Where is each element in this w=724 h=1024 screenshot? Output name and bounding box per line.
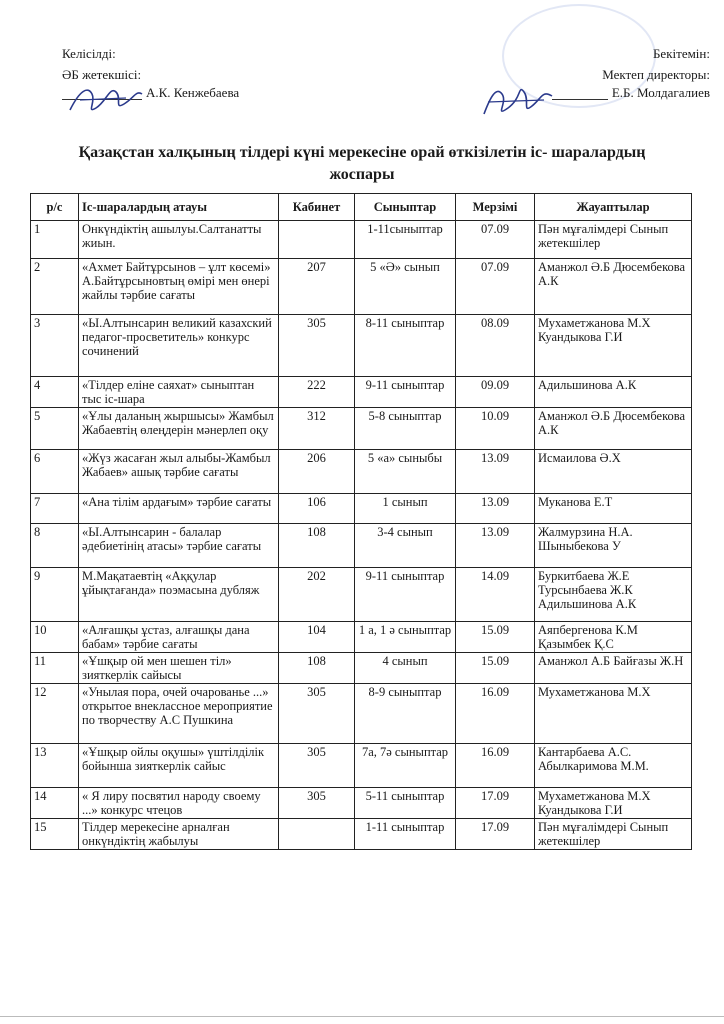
classes-cell: 1 а, 1 ә сыныптар	[355, 622, 456, 653]
table-row	[31, 788, 692, 819]
event-name-cell: Онкүндіктің ашылуы.Салтанатты жиын.	[79, 221, 279, 259]
row-number-cell: 13	[31, 744, 79, 788]
classes-cell: 5 «Ә» сынып	[355, 259, 456, 315]
date-cell: 07.09	[456, 221, 535, 259]
responsible-cell: Аяпбергенова К.М Қазымбек Қ.С	[535, 622, 692, 653]
responsible-cell: Аманжол Ә.Б Дюсембекова А.К	[535, 408, 692, 450]
date-cell: 13.09	[456, 494, 535, 524]
row-number-cell: 11	[31, 653, 79, 684]
room-cell	[279, 221, 355, 259]
row-number-cell: 1	[31, 221, 79, 259]
page-bottom-rule	[0, 1016, 724, 1017]
date-cell: 17.09	[456, 788, 535, 819]
table-row	[31, 221, 692, 259]
classes-cell: 1-11сыныптар	[355, 221, 456, 259]
table-row	[31, 653, 692, 684]
table-row	[31, 408, 692, 450]
signature-right-icon	[478, 78, 558, 122]
responsible-cell: Мухаметжанова М.Х	[535, 684, 692, 744]
responsible-cell: Пән мұғалімдері Сынып жетекшілер	[535, 221, 692, 259]
table-row	[31, 450, 692, 494]
responsible-cell: Буркитбаева Ж.Е Турсынбаева Ж.К Адильшинова А.К	[535, 568, 692, 622]
header-room: Кабинет	[279, 194, 355, 221]
room-cell: 305	[279, 315, 355, 377]
responsible-cell: Аманжол А.Б Байғазы Ж.Н	[535, 653, 692, 684]
room-cell: 305	[279, 744, 355, 788]
room-cell: 222	[279, 377, 355, 408]
table-header-row	[31, 194, 692, 221]
table-row	[31, 259, 692, 315]
events-plan-table	[30, 193, 692, 850]
event-name-cell: «Ұшқыр ой мен шешен тіл» зияткерлік сайысы	[79, 653, 279, 684]
row-number-cell: 2	[31, 259, 79, 315]
classes-cell: 5 «а» сыныбы	[355, 450, 456, 494]
table-body	[31, 221, 692, 850]
row-number-cell: 15	[31, 819, 79, 850]
date-cell: 07.09	[456, 259, 535, 315]
date-cell: 13.09	[456, 524, 535, 568]
event-name-cell: « Я лиру посвятил народу своему ...» конкурс чтецов	[79, 788, 279, 819]
signature-left-icon	[66, 80, 146, 120]
responsible-cell: Исмаилова Ә.Х	[535, 450, 692, 494]
classes-cell: 4 сынып	[355, 653, 456, 684]
date-cell: 08.09	[456, 315, 535, 377]
date-cell: 15.09	[456, 653, 535, 684]
row-number-cell: 5	[31, 408, 79, 450]
room-cell: 108	[279, 524, 355, 568]
event-name-cell: «Ана тілім ардағым» тәрбие сағаты	[79, 494, 279, 524]
room-cell: 104	[279, 622, 355, 653]
header-event-name: Іс-шаралардың атауы	[79, 194, 279, 221]
row-number-cell: 3	[31, 315, 79, 377]
classes-cell: 8-9 сыныптар	[355, 684, 456, 744]
table-row	[31, 377, 692, 408]
header-number: р/с	[31, 194, 79, 221]
date-cell: 14.09	[456, 568, 535, 622]
signature-underline	[552, 86, 608, 100]
room-cell: 108	[279, 653, 355, 684]
classes-cell: 7а, 7ә сыныптар	[355, 744, 456, 788]
header-date: Мерзімі	[456, 194, 535, 221]
event-name-cell: М.Мақатаевтің «Аққулар ұйықтағанда» поэмасына дубляж	[79, 568, 279, 622]
agreed-label: Келісілді:	[62, 46, 116, 61]
event-name-cell: «Тілдер еліне саяхат» сыныптан тыс іс-шара	[79, 377, 279, 408]
classes-cell: 8-11 сыныптар	[355, 315, 456, 377]
table-row	[31, 622, 692, 653]
responsible-cell: Мухаметжанова М.Х Куандыкова Г.И	[535, 315, 692, 377]
responsible-cell: Аманжол Ә.Б Дюсембекова А.К	[535, 259, 692, 315]
event-name-cell: «Ы.Алтынсарин - балалар әдебиетінің атасы» тәрбие сағаты	[79, 524, 279, 568]
director-name: Е.Б. Молдагалиев	[611, 85, 710, 100]
responsible-cell: Жалмурзина Н.А. Шыныбекова У	[535, 524, 692, 568]
responsible-cell: Муканова Е.Т	[535, 494, 692, 524]
row-number-cell: 4	[31, 377, 79, 408]
classes-cell: 9-11 сыныптар	[355, 377, 456, 408]
date-cell: 16.09	[456, 684, 535, 744]
room-cell: 207	[279, 259, 355, 315]
row-number-cell: 9	[31, 568, 79, 622]
event-name-cell: «Ахмет Байтұрсынов – ұлт көсемі» А.Байтұрсыновтың өмірі мен өнері жайлы тәрбие сағаты	[79, 259, 279, 315]
date-cell: 17.09	[456, 819, 535, 850]
row-number-cell: 10	[31, 622, 79, 653]
room-cell: 202	[279, 568, 355, 622]
table-row	[31, 819, 692, 850]
classes-cell: 9-11 сыныптар	[355, 568, 456, 622]
supervisor-label: ӘБ жетекшісі:	[62, 67, 142, 82]
row-number-cell: 8	[31, 524, 79, 568]
responsible-cell: Адильшинова А.К	[535, 377, 692, 408]
classes-cell: 5-8 сыныптар	[355, 408, 456, 450]
event-name-cell: Тілдер мерекесіне арналған онкүндіктің жабылуы	[79, 819, 279, 850]
approve-label: Бекітемін:	[652, 46, 710, 61]
room-cell: 305	[279, 684, 355, 744]
table-row	[31, 744, 692, 788]
row-number-cell: 14	[31, 788, 79, 819]
event-name-cell: «Ы.Алтынсарин великий казахский педагог-просветитель» конкурс сочинений	[79, 315, 279, 377]
date-cell: 16.09	[456, 744, 535, 788]
event-name-cell: «Ұлы даланың жыршысы» Жамбыл Жабаевтің өлеңдерін мәнерлеп оқу	[79, 408, 279, 450]
classes-cell: 1 сынып	[355, 494, 456, 524]
room-cell: 305	[279, 788, 355, 819]
header-responsible: Жауаптылар	[535, 194, 692, 221]
table-row	[31, 494, 692, 524]
table-row	[31, 684, 692, 744]
room-cell	[279, 819, 355, 850]
room-cell: 206	[279, 450, 355, 494]
event-name-cell: «Унылая пора, очей очарованье ...» открытое внеклассное мероприятие по творчеству А.С Пушкина	[79, 684, 279, 744]
date-cell: 10.09	[456, 408, 535, 450]
header-classes: Сыныптар	[355, 194, 456, 221]
responsible-cell: Пән мұғалімдері Сынып жетекшілер	[535, 819, 692, 850]
table-row	[31, 524, 692, 568]
row-number-cell: 12	[31, 684, 79, 744]
table-row	[31, 568, 692, 622]
table-row	[31, 315, 692, 377]
responsible-cell: Мухаметжанова М.Х Куандыкова Г.И	[535, 788, 692, 819]
room-cell: 312	[279, 408, 355, 450]
classes-cell: 1-11 сыныптар	[355, 819, 456, 850]
event-name-cell: «Жүз жасаған жыл алыбы-Жамбыл Жабаев» ашық тәрбие сағаты	[79, 450, 279, 494]
room-cell: 106	[279, 494, 355, 524]
row-number-cell: 7	[31, 494, 79, 524]
director-label: Мектеп директоры:	[602, 67, 710, 82]
date-cell: 15.09	[456, 622, 535, 653]
date-cell: 13.09	[456, 450, 535, 494]
classes-cell: 3-4 сынып	[355, 524, 456, 568]
document-title: Қазақстан халқының тілдері күні мерекесіне орай өткізілетін іс- шаралардың жоспары	[78, 144, 646, 183]
responsible-cell: Кантарбаева А.С. Абылкаримова М.М.	[535, 744, 692, 788]
row-number-cell: 6	[31, 450, 79, 494]
classes-cell: 5-11 сыныптар	[355, 788, 456, 819]
event-name-cell: «Алғашқы ұстаз, алғашқы дана бабам» тәрбие сағаты	[79, 622, 279, 653]
date-cell: 09.09	[456, 377, 535, 408]
event-name-cell: «Ұшқыр ойлы оқушы» үштілділік бойынша зияткерлік сайыс	[79, 744, 279, 788]
supervisor-name: А.К. Кенжебаева	[146, 85, 240, 100]
